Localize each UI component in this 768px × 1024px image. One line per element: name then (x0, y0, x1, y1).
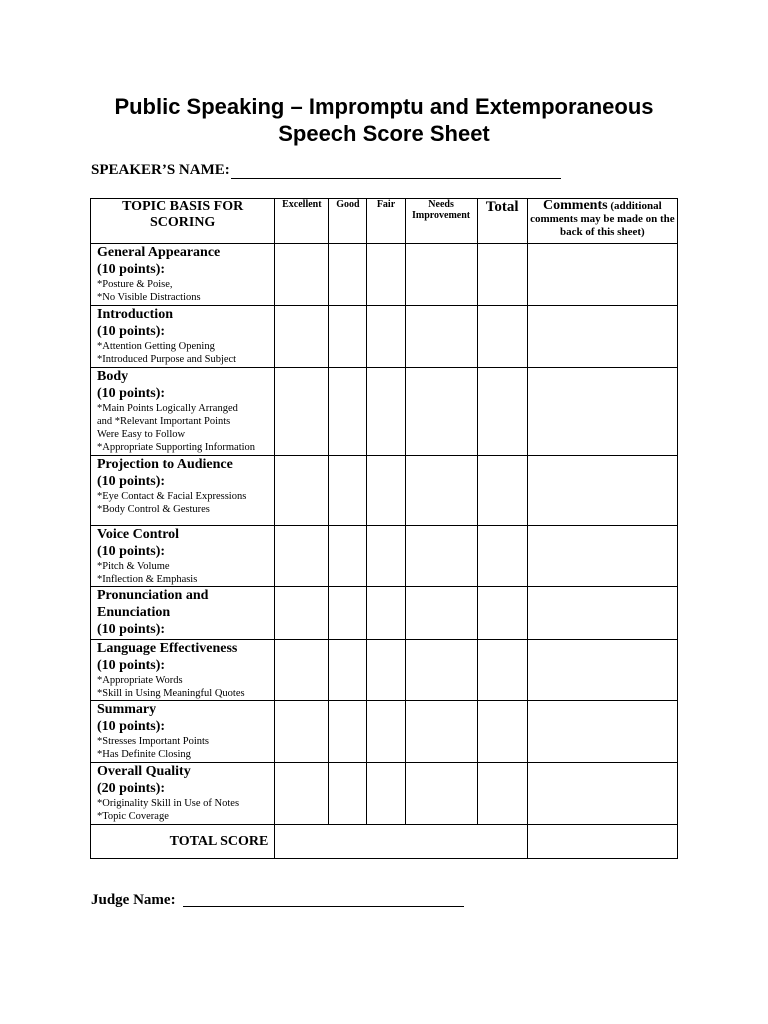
criterion-points: (10 points): (97, 658, 166, 673)
fair-score-cell[interactable] (367, 640, 405, 701)
excellent-score-cell[interactable] (275, 701, 329, 763)
criterion-name: Voice Control (97, 527, 180, 542)
excellent-score-cell[interactable] (275, 763, 329, 825)
criterion-cell (91, 587, 275, 640)
comments-score-cell[interactable] (527, 526, 677, 587)
comments-score-cell[interactable] (527, 587, 677, 640)
criterion-name: Summary (97, 702, 157, 717)
good-score-cell[interactable] (329, 701, 367, 763)
total-score-cell[interactable] (477, 640, 527, 701)
fair-score-cell[interactable] (367, 456, 405, 526)
good-score-cell[interactable] (329, 763, 367, 825)
header-fair: Fair (367, 199, 405, 244)
score-table (90, 198, 678, 859)
total-score-cell[interactable] (477, 244, 527, 306)
header-good: Good (329, 199, 367, 244)
criterion-note: and *Relevant Important Points (97, 416, 231, 427)
judge-name-label: Judge Name: (91, 892, 176, 908)
fair-score-cell[interactable] (367, 244, 405, 306)
comments-score-cell[interactable] (527, 306, 677, 368)
criterion-note: *Topic Coverage (97, 811, 169, 822)
total-score-cell[interactable] (477, 587, 527, 640)
excellent-score-cell[interactable] (275, 640, 329, 701)
table-row (91, 368, 678, 456)
table-row (91, 306, 678, 368)
criterion-note: *Eye Contact & Facial Expressions (97, 491, 247, 502)
criterion-points: (10 points): (97, 719, 166, 734)
excellent-score-cell[interactable] (275, 244, 329, 306)
good-score-cell[interactable] (329, 368, 367, 456)
good-score-cell[interactable] (329, 456, 367, 526)
criterion-note: *Pitch & Volume (97, 561, 170, 572)
header-topic: TOPIC BASIS FOR SCORING (91, 199, 275, 244)
speaker-name-label: SPEAKER’S NAME: (91, 162, 230, 178)
criterion-cell (91, 368, 275, 456)
comments-score-cell[interactable] (527, 456, 677, 526)
criterion-name: Language Effectiveness (97, 641, 238, 656)
fair-score-cell[interactable] (367, 306, 405, 368)
criterion-note: *Stresses Important Points (97, 736, 209, 747)
excellent-score-cell[interactable] (275, 368, 329, 456)
fair-score-cell[interactable] (367, 763, 405, 825)
comments-score-cell[interactable] (527, 701, 677, 763)
title-line-2: Speech Score Sheet (278, 121, 490, 146)
criterion-points: (10 points): (97, 544, 166, 559)
criterion-note: *Main Points Logically Arranged (97, 403, 238, 414)
needs-improvement-score-cell[interactable] (405, 701, 477, 763)
title-line-1: Public Speaking – Impromptu and Extemporaneous (114, 94, 654, 119)
criterion-note: *Appropriate Words (97, 675, 183, 686)
table-row (91, 763, 678, 825)
excellent-score-cell[interactable] (275, 456, 329, 526)
good-score-cell[interactable] (329, 306, 367, 368)
total-comments-cell[interactable] (527, 825, 677, 859)
criterion-cell (91, 763, 275, 825)
table-row (91, 456, 678, 526)
header-row (91, 199, 678, 244)
header-needs-improvement: Needs Improvement (405, 199, 477, 244)
total-score-cell[interactable] (477, 456, 527, 526)
comments-score-cell[interactable] (527, 244, 677, 306)
criterion-note: *Appropriate Supporting Information (97, 442, 256, 453)
criterion-note: *Has Definite Closing (97, 749, 191, 760)
needs-improvement-score-cell[interactable] (405, 587, 477, 640)
criterion-points: (10 points): (97, 474, 166, 489)
criterion-note: *Posture & Poise, (97, 279, 173, 290)
criterion-note: *Originality Skill in Use of Notes (97, 798, 240, 809)
criterion-points: (10 points): (97, 262, 166, 277)
total-score-row (91, 825, 678, 859)
criterion-note: *Skill in Using Meaningful Quotes (97, 688, 245, 699)
comments-score-cell[interactable] (527, 763, 677, 825)
table-row (91, 526, 678, 587)
total-score-cell[interactable] (477, 368, 527, 456)
needs-improvement-score-cell[interactable] (405, 763, 477, 825)
total-score-cell[interactable] (477, 763, 527, 825)
criterion-name: Projection to Audience (97, 457, 233, 472)
criterion-name: Overall Quality (97, 764, 191, 779)
header-total: Total (477, 199, 527, 244)
table-row (91, 244, 678, 306)
excellent-score-cell[interactable] (275, 587, 329, 640)
criterion-cell (91, 306, 275, 368)
speaker-name-field[interactable] (231, 178, 561, 179)
criterion-points: (10 points): (97, 622, 166, 637)
header-comments-title: Comments (543, 198, 608, 213)
criterion-cell (91, 526, 275, 587)
criterion-note: *Inflection & Emphasis (97, 574, 198, 585)
criterion-note: *Introduced Purpose and Subject (97, 354, 237, 365)
comments-score-cell[interactable] (527, 368, 677, 456)
good-score-cell[interactable] (329, 526, 367, 587)
criterion-name: Body (97, 369, 129, 384)
criterion-name: Introduction (97, 307, 173, 322)
table-row (91, 701, 678, 763)
good-score-cell[interactable] (329, 640, 367, 701)
needs-improvement-score-cell[interactable] (405, 368, 477, 456)
criterion-cell (91, 456, 275, 526)
criterion-cell (91, 244, 275, 306)
table-row (91, 640, 678, 701)
criterion-points: (20 points): (97, 781, 166, 796)
judge-name-field[interactable] (183, 906, 464, 907)
needs-improvement-score-cell[interactable] (405, 456, 477, 526)
criterion-points: (10 points): (97, 324, 166, 339)
criterion-note: Were Easy to Follow (97, 429, 186, 440)
total-score-cell[interactable] (477, 701, 527, 763)
total-score-cell[interactable] (275, 825, 527, 859)
header-comments (527, 199, 677, 244)
excellent-score-cell[interactable] (275, 306, 329, 368)
criterion-name: General Appearance (97, 245, 221, 260)
good-score-cell[interactable] (329, 587, 367, 640)
excellent-score-cell[interactable] (275, 526, 329, 587)
needs-improvement-score-cell[interactable] (405, 526, 477, 587)
needs-improvement-score-cell[interactable] (405, 306, 477, 368)
needs-improvement-score-cell[interactable] (405, 640, 477, 701)
criterion-name: Pronunciation and Enunciation (97, 588, 209, 620)
good-score-cell[interactable] (329, 244, 367, 306)
total-score-cell[interactable] (477, 526, 527, 587)
total-score-cell[interactable] (477, 306, 527, 368)
page-title (0, 93, 768, 147)
criterion-note: *Body Control & Gestures (97, 504, 210, 515)
criterion-note: *Attention Getting Opening (97, 341, 215, 352)
header-excellent: Excellent (275, 199, 329, 244)
table-row (91, 587, 678, 640)
comments-score-cell[interactable] (527, 640, 677, 701)
fair-score-cell[interactable] (367, 587, 405, 640)
total-score-label: TOTAL SCORE (91, 825, 275, 859)
criterion-cell (91, 701, 275, 763)
fair-score-cell[interactable] (367, 368, 405, 456)
fair-score-cell[interactable] (367, 526, 405, 587)
fair-score-cell[interactable] (367, 701, 405, 763)
criterion-points: (10 points): (97, 386, 166, 401)
criterion-note: *No Visible Distractions (97, 292, 201, 303)
header-comments-note: (additional comments may be made on the back of this sheet) (530, 200, 675, 238)
criterion-cell (91, 640, 275, 701)
needs-improvement-score-cell[interactable] (405, 244, 477, 306)
